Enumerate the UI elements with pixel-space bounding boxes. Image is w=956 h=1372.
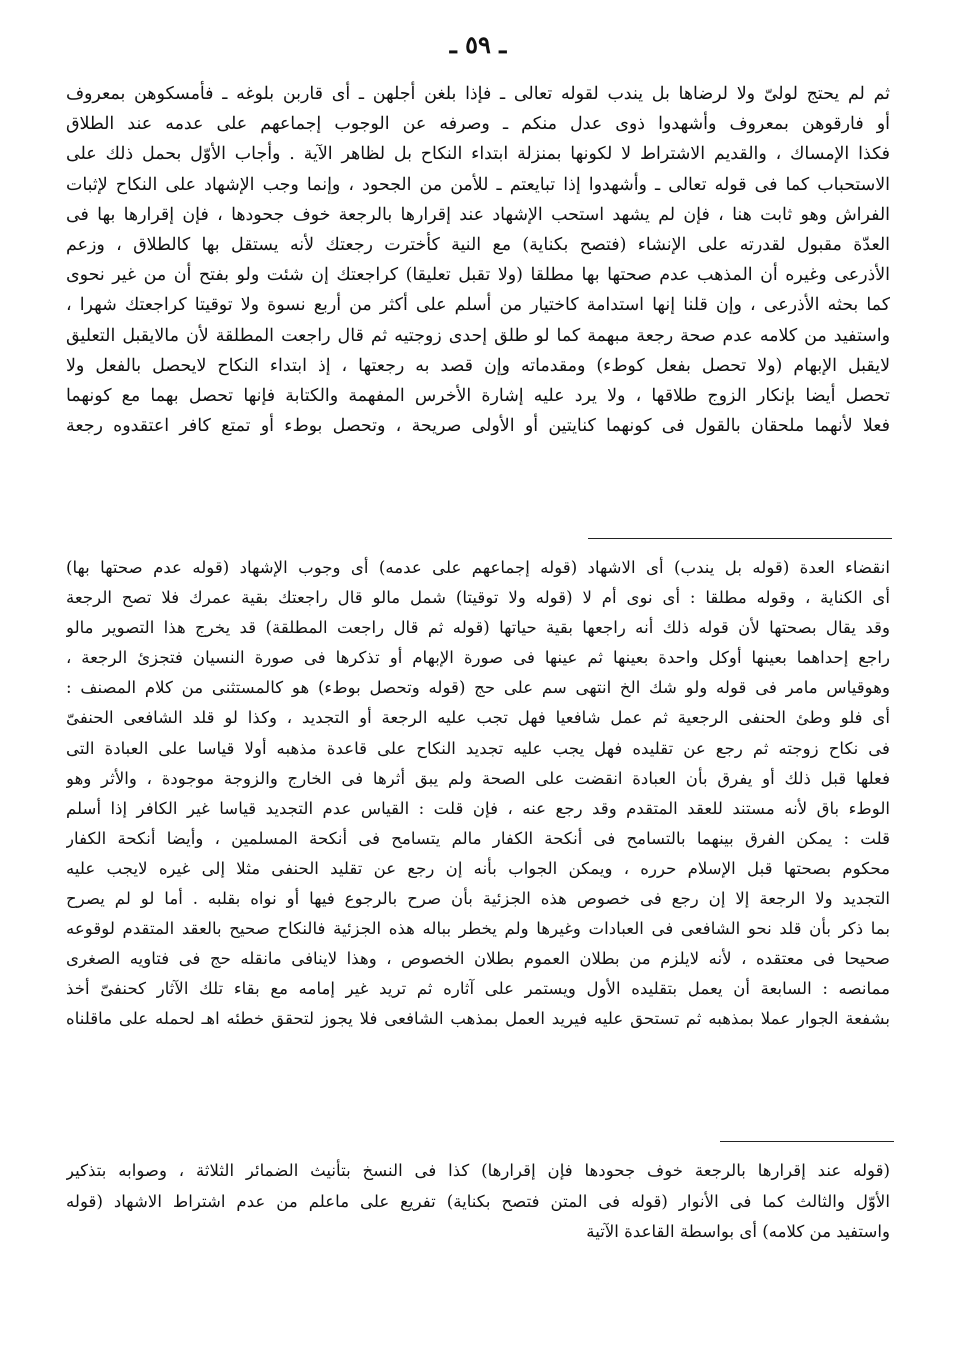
footnote-line: وقد يقال بصحتها لأن قوله ذلك أنه راجعها بقية حياتها (قوله ثم قال راجعت المطلقة) قد يخرج هذا التصوير مالو <box>66 618 890 638</box>
main-text-line: فعلا لأنهما ملحقان بالقول فى كونهما كنايتين أو الأولى صريحة ، وتحصل بوطء أو تمتع كافر اعتقدوه رجعة <box>66 416 890 437</box>
main-text-line: الأذرعى وغيره أن المذهب عدم صحتها بها مطلقا (ولا تقبل تعليقا) كراجعتك إن شئت ولو بفتح أن من غير نحوى <box>66 265 890 286</box>
main-text-line: فكذا الإمساك ، والقديم الاشتراط لا لكونها بمنزلة ابتداء النكاح بل لظاهر الآية . وأجاب الأوّل بحمل ذلك على <box>66 144 890 165</box>
footnotes-corrections <box>66 1156 890 1248</box>
footnote-line: التجديد ولا الرجعة إلا إن رجع فى خصوص هذه الجزئية بأن صرح بالرجوع فيها أو نواه بقلبه . أما لو لم يصرح <box>66 889 890 909</box>
footnote-line: ممانصه : السابعة أن يعمل بتقليده الأول ويستمر على آثاره ثم تريد غير إمامه مع بقاء تلك الآثار كحنفىّ أخذ <box>66 979 890 999</box>
main-text-line: أو فارقوهن بمعروف وأشهدوا ذوى عدل منكم ـ وصرفه عن الوجوب إجماعهم على عدمه عند الطلاق <box>66 114 890 135</box>
footnote-line: محكوم بصحتها قبل الإسلام حرره ، ويمكن الجواب بأنه إن رجع عن تقليد الحنفى مثلا إلى غيره لايجب عليه <box>66 858 890 878</box>
footnote-line: بما ذكر بأن قلد نحو الشافعى فى العبادات وغيرها ولم يخطر بباله هذه الجزئية فالنكاح صحيح بالعقد المتقدم لوقوعه <box>66 919 890 939</box>
footnote-line: الأوّل والثالث كما فى الأنوار (قوله فى المتن فتصح بكناية) تفريع على ماعلم من عدم اشتراط الاشهاد (قوله <box>66 1191 890 1211</box>
footnote-separator <box>720 1141 894 1142</box>
main-text-line: تحصل أيضا بإنكار الزوج طلاقها ، ولا يرد عليه إشارة الأخرس المفهمة والكتابة فإنها تحصل بهما مع كونهما <box>66 385 890 406</box>
main-text-line: الاستحباب كما فى قوله تعالى ـ وأشهدوا إذا تبايعتم ـ للأمن من الجحود ، وإنما وجب الإشهاد على النكاح لإثبات <box>66 174 890 195</box>
footnote-line: فعلها قبل ذلك أو يفرق بأن العبادة انقضت على الصحة ولم يبق أثرها فى الخارج والزوجة موجودة ، والأثر وهو <box>66 768 890 788</box>
main-text-line: ثم لم يحتج لولىّ ولا لرضاها بل يندب لقوله تعالى ـ فإذا بلغن أجلهن ـ أى قاربن بلوغه ـ فأمسكوهن بمعروف <box>66 84 890 104</box>
footnote-line: صحيحا فى معتقده ، لأنه لايلزم من بطلان العموم بطلان الخصوص ، وهذا لاينافى مانقله حج فى فتاويه الصغرى <box>66 949 890 969</box>
footnote-line: وهوقياس مامر فى قوله ولو شك الخ انتهى سم على حج (قوله وتحصل بوطء) هو كالمستثنى من كلام المصنف : <box>66 678 890 698</box>
footnote-line: قلت : يمكن الفرق بينهما بالتسامح فى أنكحة الكفار مالم يتسامح فى أنكحة المسلمين ، وأيضا أنكحة الكفار <box>66 828 890 848</box>
footnote-separator <box>588 538 892 539</box>
footnote-line: الوطء باق لأنه مستند للعقد المتقدم وقد رجع عنه ، فإن قلت : القياس عدم التجديد قياسا غير الكافر إذا أسلم <box>66 798 890 818</box>
main-text-line: لايقبل الإبهام (ولا تحصل بفعل كوطء) ومقدماته وإن قصد به رجعتها ، إذ ابتداء النكاح لايحصل بالفعل ولا <box>66 355 890 376</box>
footnote-line: بشفعة الجوار عملا بمذهبه ثم تستحق عليه فيريد العمل بمذهب الشافعى فلا يجوز لتحقق خطئه اهـ لحمله على ماقلناه <box>66 1009 890 1029</box>
footnote-line: انقضاء العدة (قوله بل يندب) أى الاشهاد (قوله إجماعهم على عدمه) أى وجوب الإشهاد (قوله عدم صحتها بها) <box>66 558 890 577</box>
footnote-line: (قوله عند إقرارها بالرجعة خوف جحودها فإن إقرارها) كذا فى النسخ بتأنيث الضمائر الثلاثة ، وصوابه بتذكير <box>66 1161 890 1180</box>
main-text-line: واستفيد من كلامه عدم صحة رجعة مبهمة كما لو طلق إحدى زوجتيه ثم قال راجعت المطلقة لأن مالايقبل التعليق <box>66 325 890 346</box>
main-text <box>66 79 890 441</box>
footnote-line: أى الكناية ، وقوله مطلقا : أى نوى أم لا (قوله ولا توقيتا) شمل مالو قال راجعتك بقية عمرك فلا تصح الرجعة <box>66 588 890 608</box>
main-text-line: العدّة مقبول لقدرته على الإنشاء (فتصح بكناية) مع النية كأخترت رجعتك لأنه يستقل بها كالطلاق ، وزعم <box>66 234 890 255</box>
footnote-line: فى نكاح زوجته ثم رجع عن تقليده فهل يجب عليه تجديد النكاح على قاعدة مذهبه أولا قياسا على العبادة التى <box>66 738 890 758</box>
main-text-line: الفراش وهو ثابت هنا ، فإن لم يشهد استحب الإشهاد عند إقرارها بالرجعة خوف جحودها ، فإن إقرارها بها فى <box>66 204 890 225</box>
main-text-line: كما بحثه الأذرعى ، وإن قلنا إنها استدامة كاختيار من أسلم على أكثر من أربع نسوة ولا توقيتا كراجعتك شهرا ، <box>66 295 890 316</box>
footnotes-commentary <box>66 553 890 1035</box>
page-number: ـ ٥٩ ـ <box>449 30 507 59</box>
footnote-line: راجع إحداهما بعينها أوكل واحدة بعينها ثم عينها فى صورة الإبهام أو تذكرها فى صورة النسيان فتجزئ الرجعة ، <box>66 648 890 668</box>
footnote-line: أى فلو وطئ الحنفى الرجعية ثم عمل شافعيا فهل تجب عليه الرجعة أو التجديد ، وكذا لو قلد الشافعى الحنفىّ <box>66 708 890 728</box>
footnote-line: واستفيد من كلامه) أى بواسطة القاعدة الآتية <box>586 1222 890 1241</box>
